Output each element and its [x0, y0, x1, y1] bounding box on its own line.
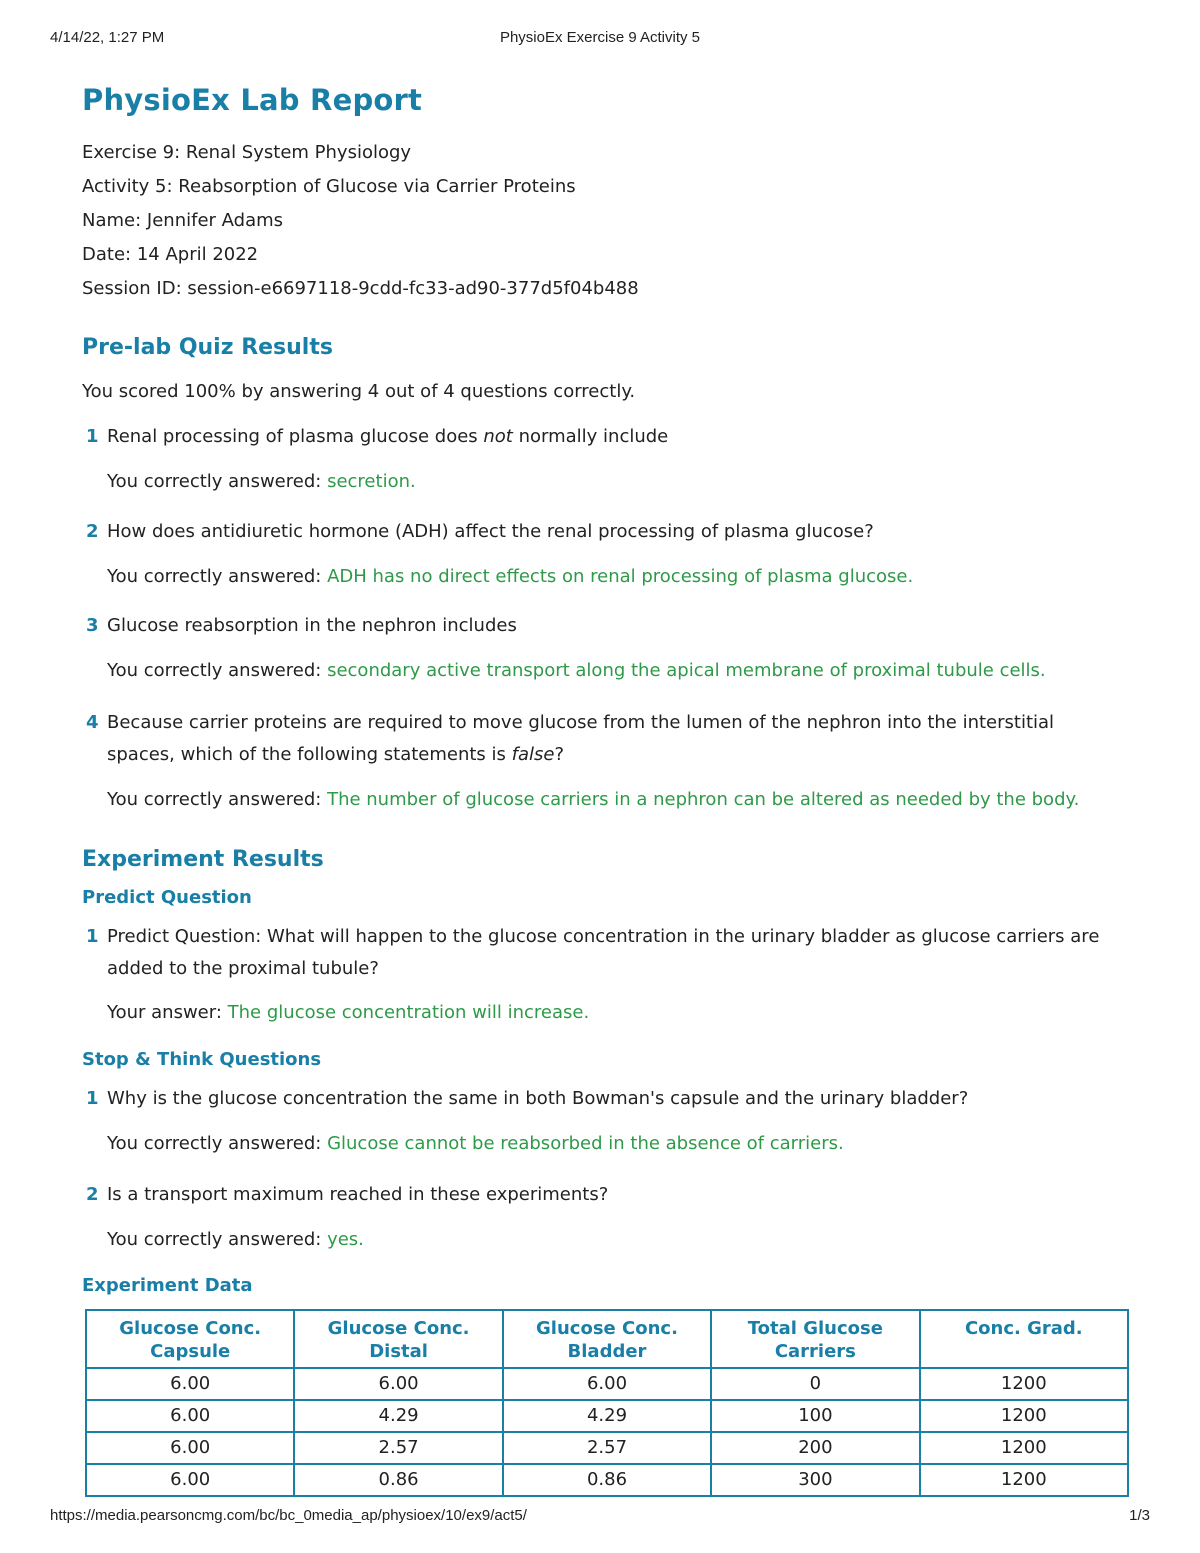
experiment-data-heading: Experiment Data: [82, 1275, 253, 1296]
table-row: [86, 1368, 1128, 1400]
question-text: Is a transport maximum reached in these experiments?: [107, 1184, 609, 1205]
experiment-heading: Experiment Results: [82, 847, 324, 872]
table-row: [86, 1400, 1128, 1432]
table-cell: 4.29: [503, 1400, 711, 1432]
footer-url[interactable]: https://media.pearsoncmg.com/bc/bc_0media_ap/physioex/10/ex9/act5/: [50, 1507, 527, 1524]
prelab-question-4: [82, 707, 1117, 771]
prelab-answer-2: [82, 561, 913, 593]
question-number: 1: [86, 1088, 99, 1109]
prelab-question-1: [82, 421, 1157, 453]
exercise-line: [82, 136, 1132, 170]
date-label: Date:: [82, 244, 132, 265]
column-header: Glucose Conc. Distal: [294, 1310, 502, 1368]
table-cell: 6.00: [294, 1368, 502, 1400]
date-value: 14 April 2022: [136, 244, 259, 265]
answer-value: The glucose concentration will increase.: [227, 1002, 590, 1023]
session-line: [82, 272, 1132, 306]
answer-value: yes.: [327, 1229, 364, 1250]
table-header-row: [86, 1310, 1128, 1368]
predict-answer: [82, 997, 589, 1029]
answer-label: You correctly answered:: [107, 1133, 322, 1154]
stop-question-1: [82, 1083, 1157, 1115]
question-text: How does antidiuretic hormone (ADH) affect the renal processing of plasma glucose?: [107, 521, 874, 542]
print-date: 4/14/22, 1:27 PM: [50, 29, 165, 46]
question-text-end: ?: [554, 744, 565, 765]
question-number: 1: [86, 926, 99, 947]
stop-answer-2: [82, 1224, 364, 1256]
question-text: Why is the glucose concentration the same in both Bowman's capsule and the urinary bladder?: [107, 1088, 969, 1109]
table-cell: 300: [711, 1464, 919, 1496]
question-text-end: normally include: [512, 426, 669, 447]
table-cell: 1200: [920, 1432, 1128, 1464]
answer-value: Glucose cannot be reabsorbed in the absence of carriers.: [327, 1133, 844, 1154]
stop-think-heading: Stop & Think Questions: [82, 1049, 322, 1070]
answer-label: You correctly answered:: [107, 566, 322, 587]
stop-answer-1: [82, 1128, 844, 1160]
prelab-answer-1: [82, 466, 416, 498]
table-cell: 100: [711, 1400, 919, 1432]
column-header: Glucose Conc. Capsule: [86, 1310, 294, 1368]
table-cell: 1200: [920, 1368, 1128, 1400]
activity-label: Activity 5:: [82, 176, 173, 197]
date-line: [82, 238, 1132, 272]
table-cell: 6.00: [86, 1464, 294, 1496]
prelab-answer-3: [82, 655, 1046, 687]
name-line: [82, 204, 1132, 238]
question-number: 4: [86, 712, 99, 733]
table-cell: 6.00: [86, 1400, 294, 1432]
column-header: Glucose Conc. Bladder: [503, 1310, 711, 1368]
print-footer: [50, 1507, 1150, 1524]
prelab-question-2: [82, 516, 1157, 548]
table-cell: 0.86: [294, 1464, 502, 1496]
table-row: [86, 1432, 1128, 1464]
answer-value: secretion.: [327, 471, 416, 492]
question-text: Predict Question: What will happen to the glucose concentration in the urinary bladder as glucose carriers are added to the proximal tubule?: [107, 926, 1100, 979]
table-cell: 4.29: [294, 1400, 502, 1432]
question-number: 3: [86, 615, 99, 636]
answer-label: You correctly answered:: [107, 1229, 322, 1250]
question-text: Glucose reabsorption in the nephron includes: [107, 615, 517, 636]
session-label: Session ID:: [82, 278, 182, 299]
question-text: Renal processing of plasma glucose does: [107, 426, 484, 447]
answer-value: ADH has no direct effects on renal processing of plasma glucose.: [327, 566, 914, 587]
answer-label: Your answer:: [107, 1002, 222, 1023]
table-cell: 6.00: [503, 1368, 711, 1400]
prelab-heading: Pre-lab Quiz Results: [82, 335, 333, 360]
question-emphasis: not: [483, 426, 513, 447]
print-title: PhysioEx Exercise 9 Activity 5: [499, 29, 701, 46]
table-row: [86, 1464, 1128, 1496]
answer-label: You correctly answered:: [107, 789, 322, 810]
activity-value: Reabsorption of Glucose via Carrier Proteins: [178, 176, 576, 197]
report-meta: [82, 136, 1132, 306]
answer-label: You correctly answered:: [107, 471, 322, 492]
table-cell: 0.86: [503, 1464, 711, 1496]
table-cell: 6.00: [86, 1368, 294, 1400]
column-header: Conc. Grad.: [920, 1310, 1128, 1368]
table-cell: 2.57: [294, 1432, 502, 1464]
report-content: [82, 80, 1132, 1490]
experiment-data-table: [85, 1309, 1129, 1497]
activity-line: [82, 170, 1132, 204]
table-cell: 200: [711, 1432, 919, 1464]
page-number: 1/3: [1129, 1507, 1150, 1524]
prelab-answer-4: [82, 784, 1079, 816]
table-cell: 2.57: [503, 1432, 711, 1464]
question-text: Because carrier proteins are required to move glucose from the lumen of the nephron into the interstitial spaces, which of the following statements is: [107, 712, 1055, 765]
session-value: session-e6697118-9cdd-fc33-ad90-377d5f04b488: [187, 278, 639, 299]
prelab-question-3: [82, 610, 1157, 642]
answer-value: The number of glucose carriers in a nephron can be altered as needed by the body.: [327, 789, 1080, 810]
table-cell: 6.00: [86, 1432, 294, 1464]
column-header: Total Glucose Carriers: [711, 1310, 919, 1368]
stop-question-2: [82, 1179, 1157, 1211]
table-cell: 1200: [920, 1400, 1128, 1432]
report-title: PhysioEx Lab Report: [82, 83, 423, 117]
table-cell: 0: [711, 1368, 919, 1400]
table-cell: 1200: [920, 1464, 1128, 1496]
answer-value: secondary active transport along the apical membrane of proximal tubule cells.: [327, 660, 1046, 681]
predict-question: [82, 921, 1157, 985]
prelab-score: You scored 100% by answering 4 out of 4 questions correctly.: [82, 381, 636, 402]
exercise-value: Renal System Physiology: [185, 142, 412, 163]
question-number: 2: [86, 521, 99, 542]
name-value: Jennifer Adams: [146, 210, 284, 231]
answer-label: You correctly answered:: [107, 660, 322, 681]
predict-heading: Predict Question: [82, 887, 252, 908]
exercise-label: Exercise 9:: [82, 142, 181, 163]
question-number: 1: [86, 426, 99, 447]
question-emphasis: false: [511, 744, 555, 765]
name-label: Name:: [82, 210, 142, 231]
question-number: 2: [86, 1184, 99, 1205]
